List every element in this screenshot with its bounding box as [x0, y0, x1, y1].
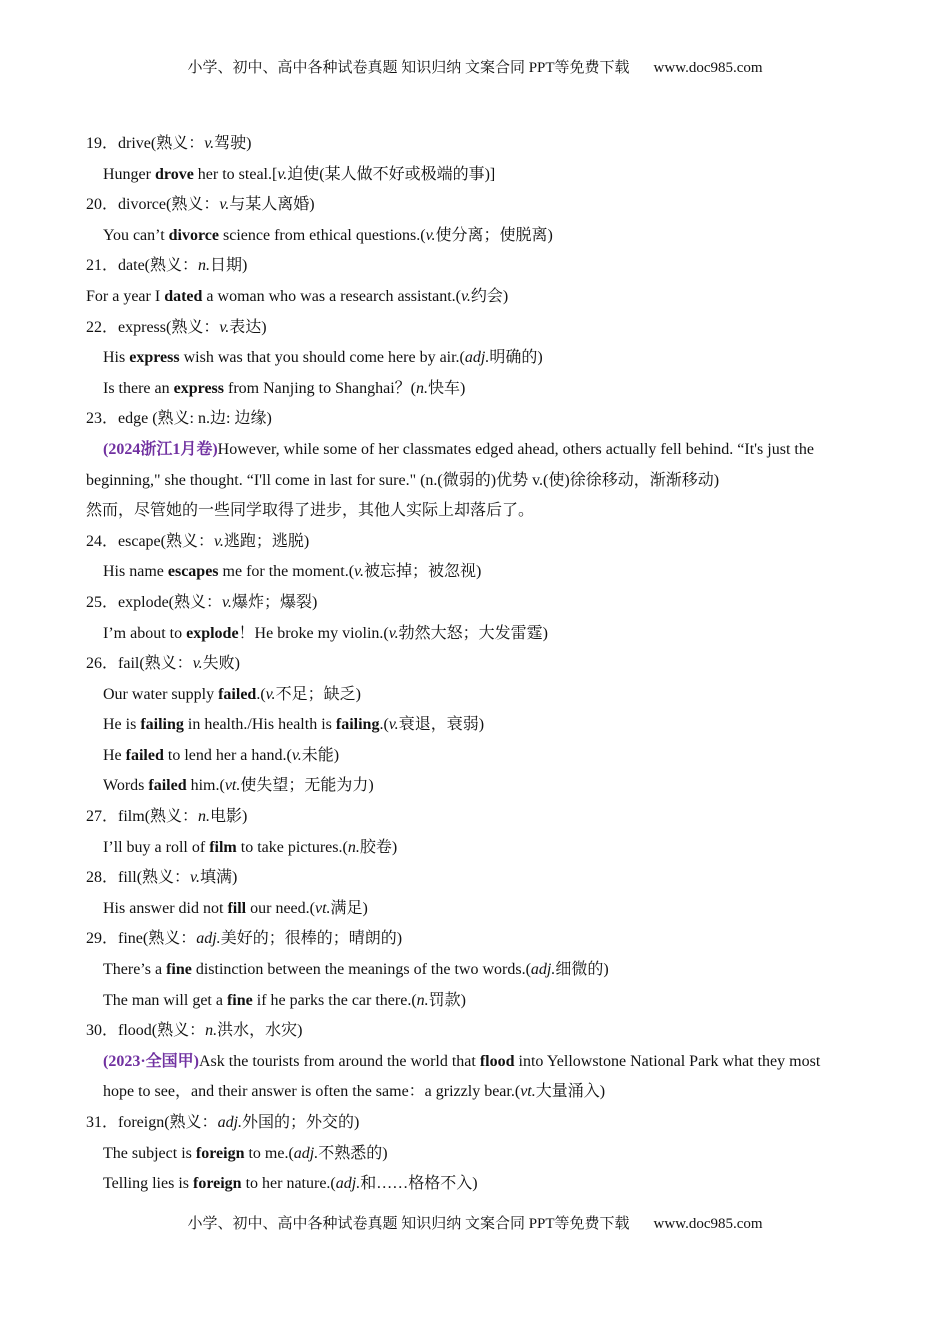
example-sentence: Our water supply failed.(v.不足；缺乏) [103, 685, 361, 703]
example-sentence: Words failed him.(vt.使失望；无能为力) [103, 777, 374, 795]
entry-heading: 25．explode(熟义：v.爆炸；爆裂) [86, 593, 318, 611]
example-sentence: His name escapes me for the moment.(v.被忘掉；被忽视) [103, 563, 482, 581]
entry-heading: 20．divorce(熟义：v.与某人离婚) [86, 196, 315, 214]
example-sentence: His answer did not fill our need.(vt.满足) [103, 899, 368, 917]
exam-example-continued: beginning," she thought. “I'll come in last for sure." (n.(微弱的)优势 v.(使)徐徐移动，渐渐移动) [86, 471, 720, 489]
example-sentence: The subject is foreign to me.(adj.不熟悉的) [103, 1144, 388, 1162]
exam-example: (2023·全国甲)Ask the tourists from around the world that flood into Yellowstone National Park what they most [103, 1052, 821, 1070]
page-footer [0, 1214, 950, 1234]
entry-heading: 29．fine(熟义：adj.美好的；很棒的；晴朗的) [86, 930, 403, 948]
exam-example: (2024浙江1月卷)However, while some of her classmates edged ahead, others actually fell behind. “It's just the [103, 440, 814, 458]
example-sentence: He is failing in health./His health is failing.(v.衰退，衰弱) [103, 716, 485, 734]
entry-heading: 31．foreign(熟义：adj.外国的；外交的) [86, 1114, 360, 1131]
header-url: www.doc985.com [653, 60, 763, 76]
exam-example-continued: hope to see，and their answer is often the same：a grizzly bear.(vt.大量涌入) [103, 1083, 606, 1101]
entry-heading: 30．flood(熟义：n.洪水，水灾) [86, 1022, 303, 1040]
example-sentence: He failed to lend her a hand.(v.未能) [103, 746, 340, 764]
exam-source-tag: (2024浙江1月卷) [103, 440, 218, 458]
translation: 然而，尽管她的一些同学取得了进步，其他人实际上却落后了。 [86, 502, 535, 520]
entry-heading: 21．date(熟义：n.日期) [86, 257, 248, 275]
example-sentence: His express wish was that you should come here by air.(adj.明确的) [103, 349, 543, 367]
header-text: 小学、初中、高中各种试卷真题 知识归纳 文案合同 PPT等免费下载 [187, 60, 630, 76]
entry-heading: 22．express(熟义：v.表达) [86, 318, 267, 336]
example-sentence: Telling lies is foreign to her nature.(adj.和……格格不入) [103, 1175, 478, 1193]
exam-source-tag: (2023·全国甲) [103, 1052, 199, 1070]
example-sentence: For a year I dated a woman who was a research assistant.(v.约会) [86, 287, 509, 305]
footer-text: 小学、初中、高中各种试卷真题 知识归纳 文案合同 PPT等免费下载 [187, 1216, 630, 1232]
entry-heading: 24．escape(熟义：v.逃跑；逃脱) [86, 532, 310, 550]
example-sentence: I’m about to explode！He broke my violin.(v.勃然大怒；大发雷霆) [103, 624, 549, 642]
entry-heading: 27．film(熟义：n.电影) [86, 808, 248, 826]
entry-heading: 28．fill(熟义：v.填满) [86, 869, 238, 887]
footer-url: www.doc985.com [653, 1216, 763, 1232]
example-sentence: Is there an express from Nanjing to Shanghai？(n.快车) [103, 379, 466, 397]
vocabulary-list [86, 129, 866, 1200]
example-sentence: There’s a fine distinction between the meanings of the two words.(adj.细微的) [103, 961, 609, 979]
entry-heading: 26．fail(熟义：v.失败) [86, 655, 240, 673]
example-sentence: The man will get a fine if he parks the car there.(n.罚款) [103, 991, 467, 1009]
example-sentence: Hunger drove her to steal.[v.迫使(某人做不好或极端的事)] [103, 165, 496, 183]
example-sentence: You can’t divorce science from ethical questions.(v.使分离；使脱离) [103, 226, 553, 244]
entry-heading: 23．edge (熟义: n.边: 边缘) [86, 410, 272, 428]
entry-heading: 19．drive(熟义：v.驾驶) [86, 135, 252, 152]
page-header [0, 58, 950, 78]
example-sentence: I’ll buy a roll of film to take pictures.(n.胶卷) [103, 838, 398, 856]
